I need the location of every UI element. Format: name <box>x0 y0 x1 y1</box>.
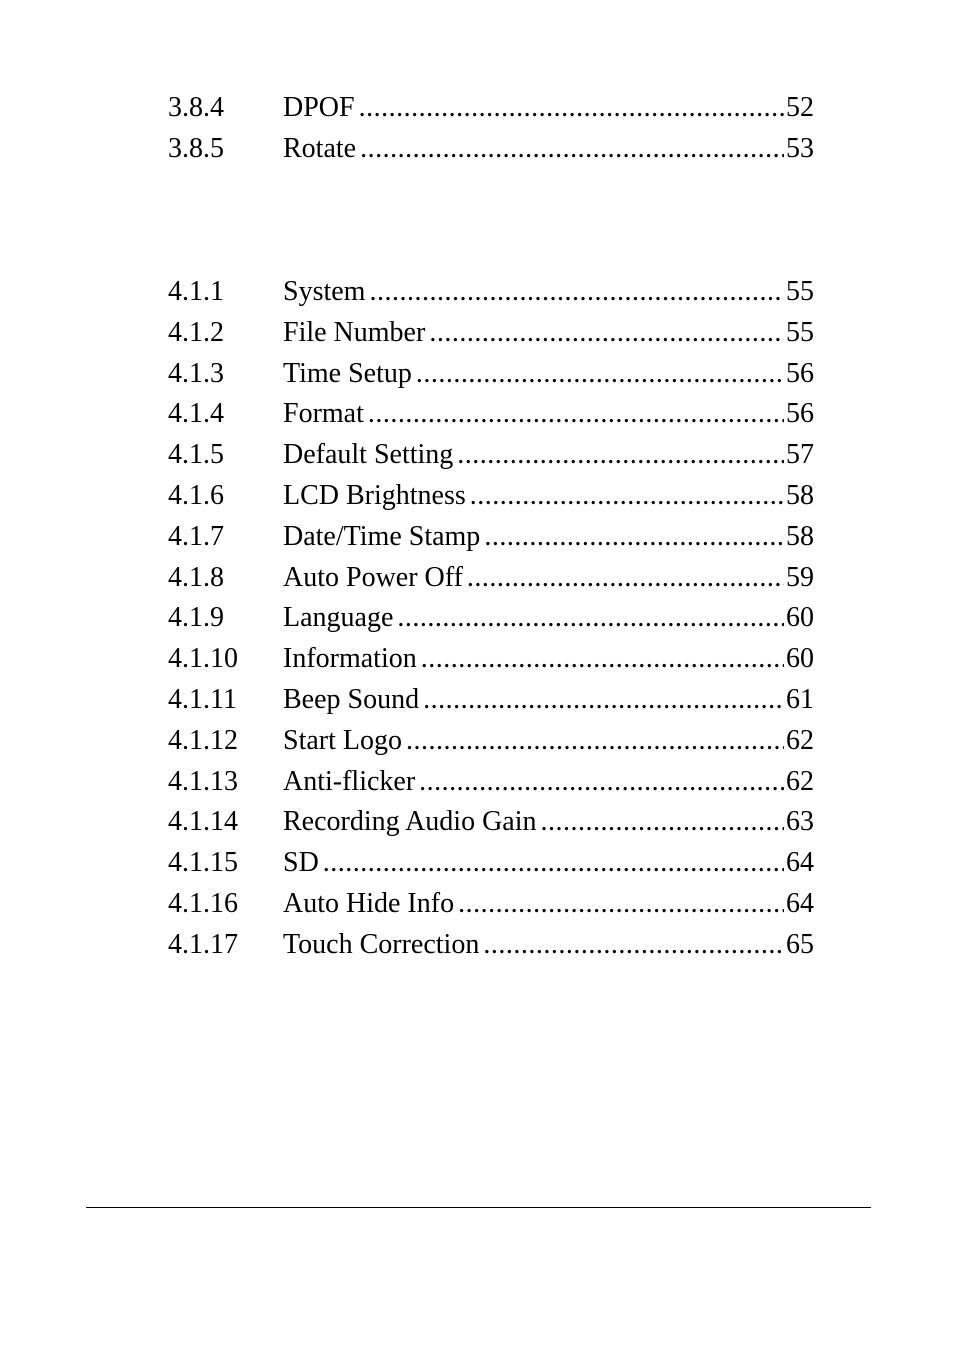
toc-entry-page: 57 <box>786 439 814 471</box>
toc-entry-title: DPOF <box>283 92 355 123</box>
dot-leader <box>458 884 784 925</box>
toc-entry-page: 61 <box>786 683 814 715</box>
toc-entry-title: LCD Brightness <box>283 479 466 511</box>
dot-leader <box>416 354 784 395</box>
toc-entry-page: 65 <box>786 928 814 960</box>
toc-entry-title: Auto Power Off <box>283 561 463 593</box>
dot-leader <box>467 558 784 599</box>
toc-entry[interactable] <box>168 762 814 803</box>
dot-leader <box>541 802 784 843</box>
toc-entry-page: 56 <box>786 357 814 389</box>
toc-entry-page: 58 <box>786 479 814 511</box>
toc-entry-title: Format <box>283 398 364 430</box>
toc-entry-number: 4.1.6 <box>168 479 224 511</box>
toc-entry-title: Information <box>283 643 417 675</box>
toc-entry[interactable] <box>168 598 814 639</box>
toc-entry-title: Start Logo <box>283 724 402 756</box>
toc-entry-title: Time Setup <box>283 357 412 389</box>
toc-entry-title: System <box>283 276 366 307</box>
toc-entry-number: 4.1.12 <box>168 724 238 756</box>
toc-entry[interactable] <box>168 517 814 558</box>
toc-entry-page: 53 <box>786 132 814 164</box>
toc-entry-page: 55 <box>786 276 814 307</box>
toc-entry[interactable] <box>168 476 814 517</box>
dot-leader <box>359 88 784 129</box>
toc-entry-title: File Number <box>283 316 426 348</box>
toc-entry-title: Recording Audio Gain <box>283 806 537 838</box>
toc-entry-number: 4.1.10 <box>168 643 238 675</box>
toc-entry-title: Beep Sound <box>283 683 420 715</box>
dot-leader <box>421 639 784 680</box>
dot-leader <box>457 435 784 476</box>
toc-entry[interactable] <box>168 802 814 843</box>
dot-leader <box>423 680 784 721</box>
toc-entry-number: 4.1.14 <box>168 806 238 838</box>
toc-entry[interactable] <box>168 925 814 966</box>
toc-section-3-8 <box>168 88 814 170</box>
toc-entry-page: 62 <box>786 765 814 797</box>
dot-leader <box>470 476 784 517</box>
footer-divider <box>86 1207 871 1208</box>
toc-entry-number: 4.1.1 <box>168 276 224 307</box>
toc-entry-number: 4.1.2 <box>168 316 224 348</box>
toc-entry[interactable] <box>168 272 814 313</box>
dot-leader <box>406 721 784 762</box>
toc-entry-number: 4.1.9 <box>168 602 224 634</box>
toc-entry-title: SD <box>283 847 319 879</box>
toc-entry-number: 3.8.4 <box>168 92 224 123</box>
toc-entry-page: 62 <box>786 724 814 756</box>
toc-entry[interactable] <box>168 88 814 129</box>
toc-entry-page: 60 <box>786 643 814 675</box>
toc-entry-page: 64 <box>786 887 814 919</box>
toc-entry-title: Anti-flicker <box>283 765 416 797</box>
toc-entry-page: 59 <box>786 561 814 593</box>
toc-entry-page: 58 <box>786 520 814 552</box>
toc-entry[interactable] <box>168 435 814 476</box>
toc-entry-number: 4.1.4 <box>168 398 224 430</box>
dot-leader <box>483 925 784 966</box>
toc-entry[interactable] <box>168 843 814 884</box>
toc-entry-number: 4.1.8 <box>168 561 224 593</box>
dot-leader <box>419 762 784 803</box>
toc-entry-title: Date/Time Stamp <box>283 520 481 552</box>
toc-entry-title: Auto Hide Info <box>283 887 455 919</box>
toc-entry[interactable] <box>168 558 814 599</box>
toc-entry[interactable] <box>168 639 814 680</box>
toc-entry-number: 4.1.7 <box>168 520 224 552</box>
toc-entry-page: 55 <box>786 316 814 348</box>
toc-entry-title: Default Setting <box>283 439 454 471</box>
dot-leader <box>397 598 784 639</box>
toc-entry-title: Rotate <box>283 132 357 164</box>
toc-entry-page: 63 <box>786 806 814 838</box>
toc-entry-page: 64 <box>786 847 814 879</box>
toc-entry[interactable] <box>168 884 814 925</box>
toc-entry-number: 4.1.15 <box>168 847 238 879</box>
toc-entry[interactable] <box>168 313 814 354</box>
dot-leader <box>484 517 784 558</box>
dot-leader <box>368 394 784 435</box>
toc-entry[interactable] <box>168 354 814 395</box>
toc-entry-number: 4.1.5 <box>168 439 224 471</box>
toc-entry-number: 3.8.5 <box>168 132 224 164</box>
dot-leader <box>323 843 784 884</box>
toc-entry-page: 60 <box>786 602 814 634</box>
toc-entry[interactable] <box>168 680 814 721</box>
dot-leader <box>369 272 784 313</box>
toc-entry-number: 4.1.3 <box>168 357 224 389</box>
toc-entry-title: Touch Correction <box>283 928 480 960</box>
toc-entry[interactable] <box>168 394 814 435</box>
toc-entry[interactable] <box>168 129 814 170</box>
dot-leader <box>429 313 784 354</box>
toc-entry-page: 56 <box>786 398 814 430</box>
toc-entry-number: 4.1.13 <box>168 765 238 797</box>
toc-entry-number: 4.1.17 <box>168 928 238 960</box>
toc-entry-number: 4.1.16 <box>168 887 238 919</box>
toc-entry-page: 52 <box>786 92 814 123</box>
toc-entry-number: 4.1.11 <box>168 683 237 715</box>
toc-entry-title: Language <box>283 602 394 634</box>
dot-leader <box>360 129 784 170</box>
toc-section-4-1 <box>168 272 814 966</box>
toc-entry[interactable] <box>168 721 814 762</box>
